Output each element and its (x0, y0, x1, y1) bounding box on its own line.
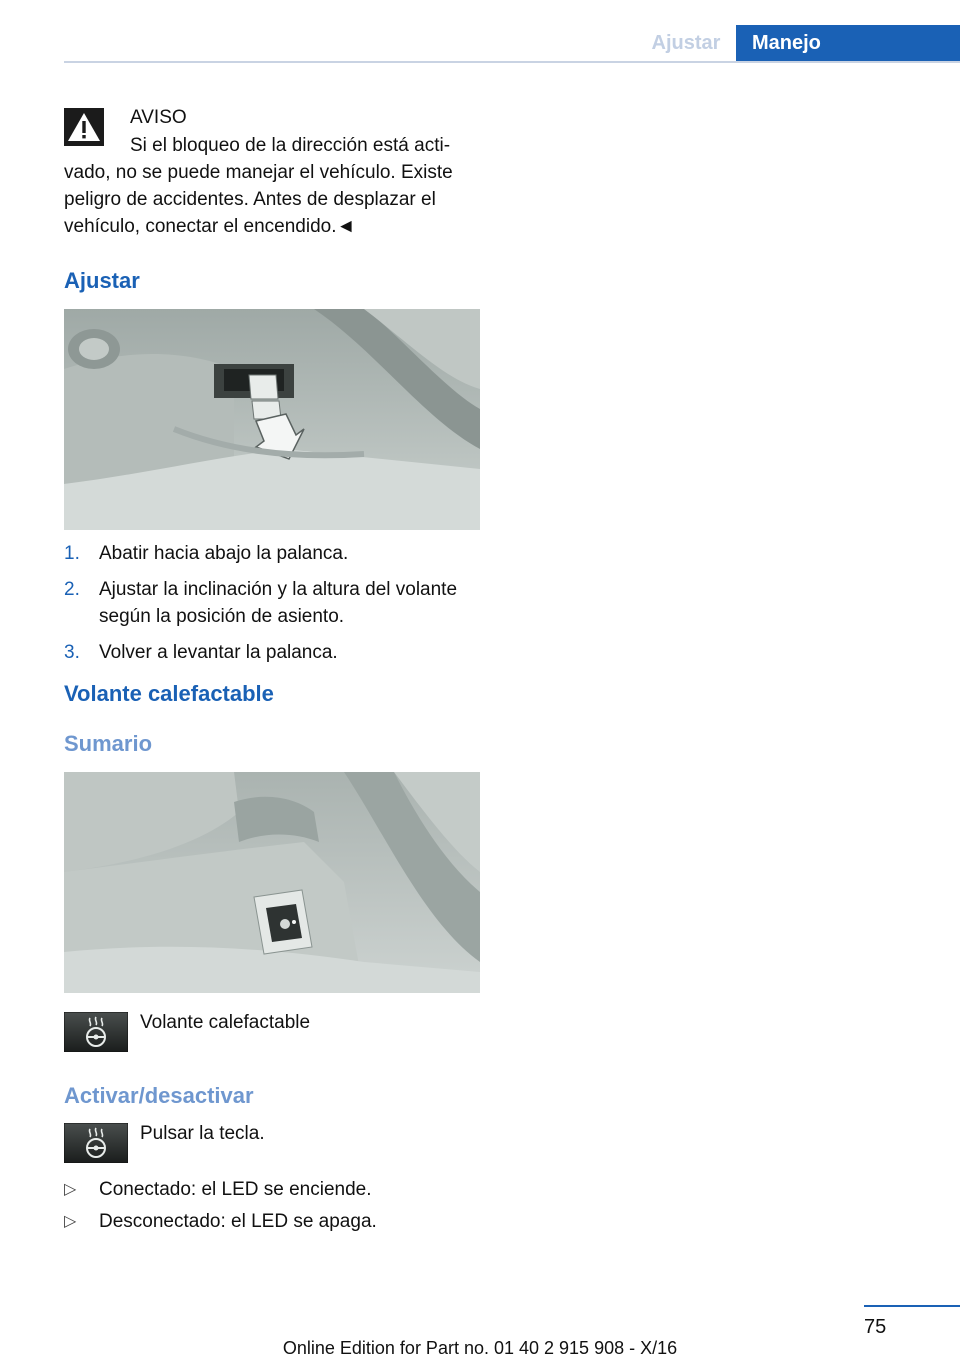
list-item (64, 1176, 480, 1203)
header-tab-ajustar[interactable]: Ajustar (651, 32, 721, 54)
step-number: 3. (64, 642, 80, 663)
step-text: Abatir hacia abajo la palanca. (99, 543, 349, 564)
step-number: 2. (64, 579, 80, 600)
button-caption: Volante calefactable (140, 1012, 311, 1033)
footer-edition: Online Edition for Part no. 01 40 2 915 908 - X/16 (282, 1338, 678, 1358)
footer-rule (864, 1305, 960, 1307)
list-item (64, 540, 480, 567)
steering-column-lever-image (64, 309, 480, 530)
bullet-text: Conectado: el LED se enciende. (99, 1179, 372, 1200)
bullet-text: Desconectado: el LED se apaga. (99, 1211, 377, 1232)
step-number: 1. (64, 543, 80, 564)
heated-wheel-button-icon (64, 1012, 128, 1052)
section-heading-heated-wheel: Volante calefactable (64, 681, 274, 706)
list-item (64, 576, 480, 630)
heated-wheel-toggle-button[interactable] (64, 1123, 128, 1163)
warning-triangle-icon (64, 108, 104, 146)
step-text: Ajustar la inclinación y la altura del volante según la posición de asiento. (99, 579, 458, 627)
adjust-steps-list (64, 540, 480, 675)
header-rule (64, 61, 960, 63)
led-status-list (64, 1176, 480, 1240)
page-number: 75 (864, 1316, 887, 1338)
subheading-overview: Sumario (64, 731, 153, 756)
warning-block (64, 104, 480, 240)
list-item (64, 1208, 480, 1235)
triangle-bullet-icon: ▷ (64, 1213, 77, 1230)
step-text: Volver a levantar la palanca. (99, 642, 338, 663)
header-tab-manejo[interactable]: Manejo (736, 25, 960, 61)
toggle-caption: Pulsar la tecla. (140, 1123, 265, 1144)
warning-title: AVISO (130, 107, 187, 128)
warning-body: Si el bloqueo de la dirección está activado, no se puede manejar el vehículo. Existe peligro de accidentes. Antes de desplazar el vehículo, conectar el encendido.◄ (64, 135, 453, 237)
subheading-toggle: Activar/desactivar (64, 1083, 254, 1108)
list-item (64, 639, 480, 666)
heated-wheel-button-image (64, 772, 480, 993)
section-heading-ajustar: Ajustar (64, 268, 140, 293)
triangle-bullet-icon: ▷ (64, 1181, 77, 1198)
